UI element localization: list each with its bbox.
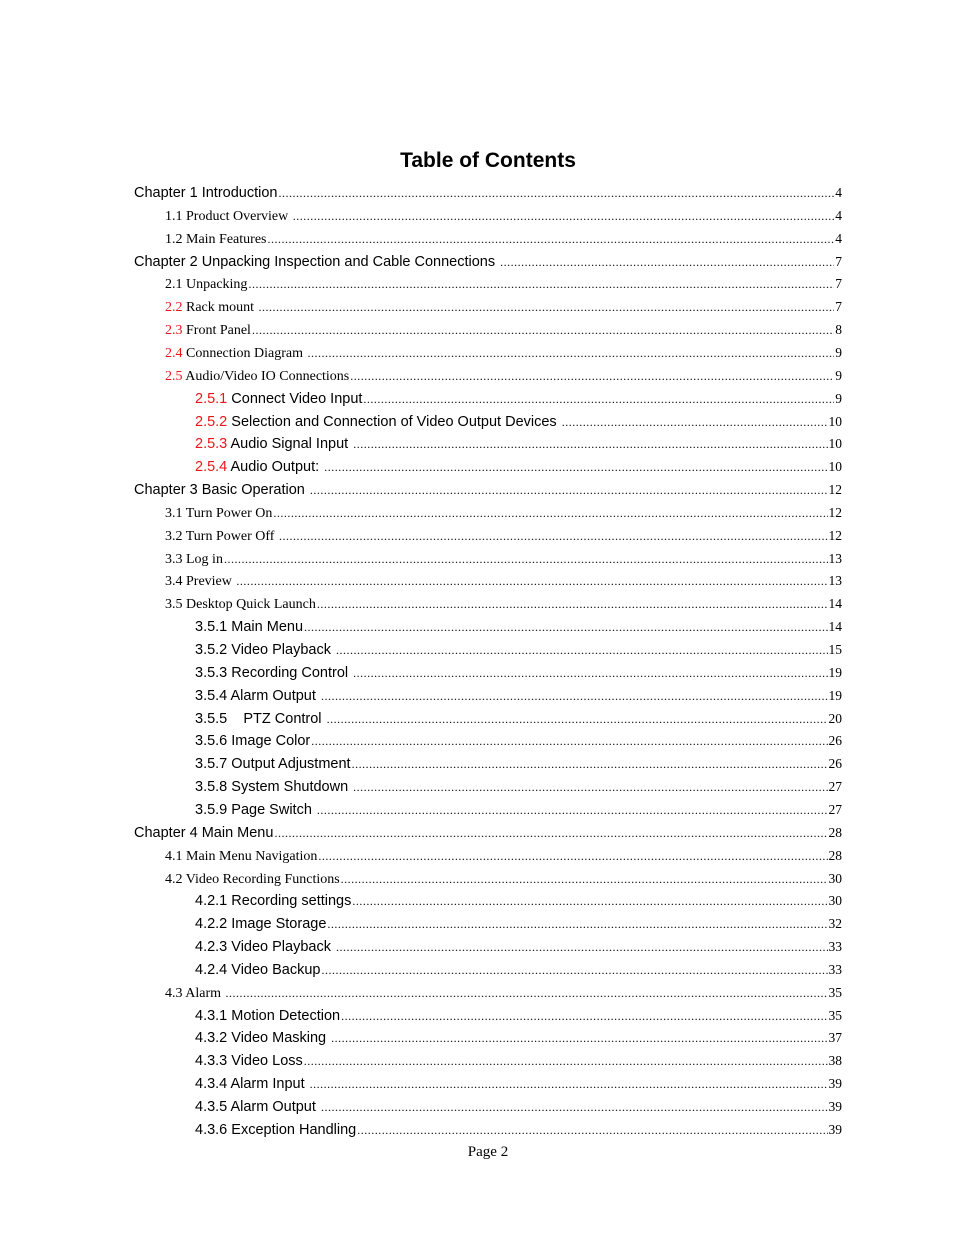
toc-entry[interactable] (195, 685, 842, 707)
toc-entry[interactable] (195, 388, 842, 410)
page-footer: Page 2 (467, 1144, 509, 1160)
page-title: Table of Contents (400, 149, 576, 172)
toc-entry-label: Connection Diagram (182, 345, 307, 361)
toc-entry-label: Turn Power On (182, 505, 273, 521)
toc-entry-label: Unpacking (182, 277, 248, 293)
toc-entry-page: 38 (828, 1053, 842, 1069)
toc-entry-number: 3.5.2 (195, 642, 228, 658)
toc-leader-dots (324, 456, 827, 478)
toc-entry-label: Audio/Video IO Connections (182, 368, 350, 384)
toc-entry-page: 13 (828, 573, 842, 589)
toc-leader-dots (321, 1096, 828, 1118)
toc-entry-page: 19 (828, 664, 842, 680)
toc-entry-number: 4.3 (165, 985, 183, 1001)
toc-entry-number: 4.2.4 (195, 961, 228, 978)
toc-entry-number: 4.2 (165, 871, 183, 887)
toc-entry-label: Recording Control (227, 664, 353, 681)
toc-entry[interactable] (195, 433, 842, 455)
toc-leader-dots (278, 182, 834, 204)
toc-leader-dots (352, 753, 828, 775)
toc-entry-label: Chapter 4 Main Menu (134, 824, 274, 841)
toc-leader-dots (327, 913, 827, 935)
toc-entry[interactable] (165, 205, 842, 227)
toc-leader-dots (304, 1050, 828, 1072)
toc-entry-label: Video Loss (227, 1053, 303, 1070)
toc-leader-dots (352, 890, 827, 912)
toc-entry-page: 35 (828, 984, 842, 1000)
toc-entry-page: 32 (828, 916, 842, 932)
toc-leader-dots (562, 411, 828, 433)
toc-entry-label: Video Recording Functions (182, 871, 340, 887)
toc-entry-page: 4 (835, 230, 842, 246)
toc-leader-dots (304, 616, 827, 638)
toc-entry-label: Alarm Output (227, 1099, 320, 1115)
toc-leader-dots (317, 593, 828, 615)
toc-entry[interactable] (195, 708, 842, 730)
toc-entry-page: 30 (828, 893, 842, 909)
toc-entry-page: 14 (828, 596, 842, 612)
toc-entry-number: 3.5.3 (195, 664, 228, 681)
toc-entry-label: Recording settings (227, 893, 352, 910)
toc-entry[interactable] (195, 1119, 842, 1141)
toc-entry-page: 27 (828, 779, 842, 795)
toc-entry-page: 10 (828, 413, 842, 429)
toc-entry-number: 2.5 (165, 368, 183, 384)
toc-entry-label: Motion Detection (227, 1007, 341, 1024)
toc-entry-number: 1.1 (165, 208, 183, 224)
toc-leader-dots (259, 296, 835, 318)
toc-entry-page: 9 (835, 344, 842, 360)
toc-entry[interactable] (165, 570, 842, 592)
toc-entry-number: 3.5.9 (195, 801, 228, 818)
toc-entry-page: 33 (828, 961, 842, 977)
toc-entry[interactable] (165, 342, 842, 364)
toc-entry-number: 3.5.4 (195, 687, 228, 704)
toc-entry-page: 8 (835, 322, 842, 338)
toc-entry-label: Chapter 2 Unpacking Inspection and Cable Connections (134, 253, 500, 270)
toc-entry-number: 3.3 (165, 551, 183, 567)
toc-entry-label: Product Overview (182, 208, 292, 224)
toc-entry-label: System Shutdown (227, 779, 353, 796)
toc-entry-page: 26 (828, 756, 842, 772)
toc-entry-number: 3.5.7 (195, 756, 228, 773)
toc-leader-dots (336, 936, 828, 958)
toc-entry-number: 4.3.4 (195, 1076, 228, 1093)
toc-entry-number: 3.5.6 (195, 733, 228, 750)
toc-entry-page: 7 (835, 253, 842, 269)
toc-entry-page: 10 (828, 436, 842, 452)
toc-entry-label: Audio Output: (227, 459, 324, 476)
toc-leader-dots (341, 868, 828, 890)
toc-entry[interactable] (195, 959, 842, 981)
toc-entry-number: 4.3.1 (195, 1007, 228, 1024)
toc-entry-page: 19 (828, 687, 842, 703)
toc-leader-dots (353, 662, 827, 684)
toc-entry-label: Output Adjustment (227, 756, 351, 773)
toc-entry[interactable] (195, 1027, 842, 1049)
toc-entry[interactable] (195, 1050, 842, 1072)
toc-entry-label: Video Masking (227, 1030, 331, 1047)
toc-entry-page: 12 (828, 527, 842, 543)
toc-entry[interactable] (195, 411, 842, 433)
toc-entry-page: 35 (828, 1007, 842, 1023)
toc-entry-label: Alarm Output (227, 687, 320, 704)
toc-entry-number: 4.3.3 (195, 1053, 228, 1070)
toc-leader-dots (357, 1119, 827, 1141)
toc-entry-number: 2.5.2 (195, 413, 228, 430)
toc-entry[interactable] (195, 776, 842, 798)
toc-entry-number: 4.3.6 (195, 1121, 228, 1138)
toc-leader-dots (279, 525, 828, 547)
toc-entry-page: 37 (828, 1030, 842, 1046)
toc-entry[interactable] (195, 1005, 842, 1027)
toc-entry-label: Video Backup (227, 961, 321, 978)
toc-entry-label: Desktop Quick Launch (182, 597, 316, 613)
toc-entry[interactable] (165, 525, 842, 547)
toc-entry[interactable] (195, 936, 842, 958)
toc-entry-page: 12 (828, 482, 842, 498)
toc-entry-label: Chapter 3 Basic Operation (134, 482, 309, 499)
toc-leader-dots (236, 570, 827, 592)
toc-entry-number: 2.5.4 (195, 459, 228, 476)
toc-entry-number: 2.5.3 (195, 436, 228, 453)
toc-entry-number: 2.4 (165, 345, 183, 361)
toc-entry-label: Chapter 1 Introduction (134, 185, 278, 201)
toc-leader-dots (363, 388, 834, 410)
toc-entry[interactable] (195, 1073, 842, 1095)
toc-entry-number: 4.1 (165, 848, 183, 864)
toc-leader-dots (274, 822, 827, 844)
toc-entry-number: 2.1 (165, 277, 183, 293)
toc-entry-page: 28 (828, 847, 842, 863)
toc-entry-page: 27 (828, 801, 842, 817)
toc-entry-label: Front Panel (182, 323, 251, 339)
toc-entry-page: 15 (828, 642, 842, 657)
toc-entry-number: 4.3.2 (195, 1030, 228, 1047)
toc-entry[interactable] (165, 319, 842, 341)
toc-entry[interactable] (195, 799, 842, 821)
toc-entry-page: 10 (828, 459, 842, 475)
toc-entry-page: 30 (828, 870, 842, 886)
toc-entry[interactable] (134, 822, 842, 844)
toc-leader-dots (293, 205, 834, 227)
toc-leader-dots (273, 502, 827, 524)
toc-entry[interactable] (134, 479, 842, 501)
toc-entry-page: 9 (835, 367, 842, 383)
toc-leader-dots (353, 776, 827, 798)
toc-entry-page: 20 (828, 710, 842, 726)
toc-entry-label: Page Switch (227, 801, 316, 818)
toc-entry-label: Alarm (182, 985, 225, 1001)
toc-entry[interactable] (195, 616, 842, 638)
toc-entry-number: 2.3 (165, 323, 183, 339)
toc-leader-dots (267, 228, 834, 250)
toc-entry-number: 3.4 (165, 574, 183, 590)
toc-leader-dots (321, 685, 828, 707)
toc-entry-number: 3.1 (165, 505, 183, 521)
toc-leader-dots (310, 479, 828, 501)
toc-entry-label: Connect Video Input (227, 390, 363, 407)
toc-entry-page: 4 (835, 207, 842, 223)
toc-entry[interactable] (134, 182, 842, 204)
toc-entry-label: Main Menu Navigation (182, 848, 318, 864)
toc-leader-dots (322, 959, 828, 981)
toc-entry[interactable] (165, 273, 842, 295)
toc-leader-dots (336, 639, 828, 661)
toc-entry-label: Turn Power Off (182, 528, 278, 544)
toc-entry-page: 26 (828, 733, 842, 749)
toc-entry-label: Exception Handling (227, 1121, 357, 1138)
toc-entry-page: 7 (835, 276, 842, 292)
toc-leader-dots (224, 548, 828, 570)
toc-leader-dots (317, 799, 828, 821)
toc-leader-dots (311, 730, 827, 752)
toc-entry[interactable] (195, 890, 842, 912)
toc-leader-dots (500, 251, 834, 273)
toc-leader-dots (341, 1005, 827, 1027)
toc-entry[interactable] (165, 868, 842, 890)
toc-entry-page: 28 (828, 824, 842, 840)
toc-entry[interactable] (165, 982, 842, 1004)
toc-entry[interactable] (195, 662, 842, 684)
toc-entry-number: 4.2.2 (195, 916, 228, 933)
toc-entry-label: Image Color (227, 733, 311, 750)
toc-entry[interactable] (165, 548, 842, 570)
toc-entry-page: 14 (828, 619, 842, 635)
toc-entry[interactable] (195, 913, 842, 935)
toc-entry-label: PTZ Control (227, 710, 326, 727)
toc-entry-number: 1.2 (165, 231, 183, 247)
toc-entry[interactable] (165, 365, 842, 387)
toc-leader-dots (308, 342, 835, 364)
toc-entry[interactable] (165, 502, 842, 524)
toc-entry-label: Image Storage (227, 916, 327, 933)
toc-entry-label: Log in (182, 551, 223, 567)
toc-entry[interactable] (195, 639, 842, 661)
toc-entry-page: 13 (828, 550, 842, 566)
toc-leader-dots (226, 982, 828, 1004)
toc-leader-dots (350, 365, 834, 387)
toc-leader-dots (310, 1073, 828, 1095)
toc-entry-page: 9 (835, 390, 842, 406)
toc-entry-label: Video Playback (227, 939, 335, 956)
toc-entry-page: 39 (828, 1076, 842, 1092)
toc-entry-number: 3.2 (165, 528, 183, 544)
toc-entry[interactable] (195, 456, 842, 478)
toc-leader-dots (327, 708, 828, 730)
toc-entry-page: 39 (828, 1099, 842, 1114)
toc-entry-number: 3.5 (165, 597, 183, 613)
toc-entry-page: 33 (828, 939, 842, 955)
toc-entry-page: 39 (828, 1121, 842, 1137)
toc-entry[interactable] (134, 251, 842, 273)
toc-entry[interactable] (165, 296, 842, 318)
toc-entry-label: Video Playback (227, 642, 335, 658)
toc-entry[interactable] (195, 730, 842, 752)
toc-leader-dots (248, 273, 834, 295)
toc-entry-number: 2.5.1 (195, 390, 228, 407)
toc-entry-number: 4.2.1 (195, 893, 228, 910)
toc-entry-number: 2.2 (165, 300, 183, 316)
toc-entry[interactable] (195, 753, 842, 775)
toc-entry-number: 3.5.5 (195, 710, 228, 727)
toc-entry-label: Main Features (182, 231, 267, 247)
toc-entry[interactable] (165, 593, 842, 615)
toc-entry-label: Audio Signal Input (227, 436, 353, 453)
toc-entry-page: 12 (828, 504, 842, 520)
toc-leader-dots (331, 1027, 827, 1049)
toc-leader-dots (252, 319, 834, 341)
toc-entry[interactable] (195, 1096, 842, 1118)
toc-entry-page: 4 (835, 185, 842, 200)
toc-entry-number: 4.3.5 (195, 1099, 228, 1115)
toc-entry-label: Selection and Connection of Video Output Devices (227, 413, 561, 430)
toc-entry-number: 4.2.3 (195, 939, 228, 956)
toc-entry-number: 3.5.1 (195, 619, 228, 636)
toc-leader-dots (353, 433, 827, 455)
toc-entry-label: Alarm Input (227, 1076, 309, 1093)
toc-entry-label: Preview (182, 574, 236, 590)
toc-entry[interactable] (165, 845, 842, 867)
toc-entry-page: 7 (835, 299, 842, 315)
toc-leader-dots (318, 845, 827, 867)
toc-entry-number: 3.5.8 (195, 779, 228, 796)
toc-entry-label: Main Menu (227, 619, 304, 636)
toc-entry[interactable] (165, 228, 842, 250)
toc-entry-label: Rack mount (182, 300, 258, 316)
